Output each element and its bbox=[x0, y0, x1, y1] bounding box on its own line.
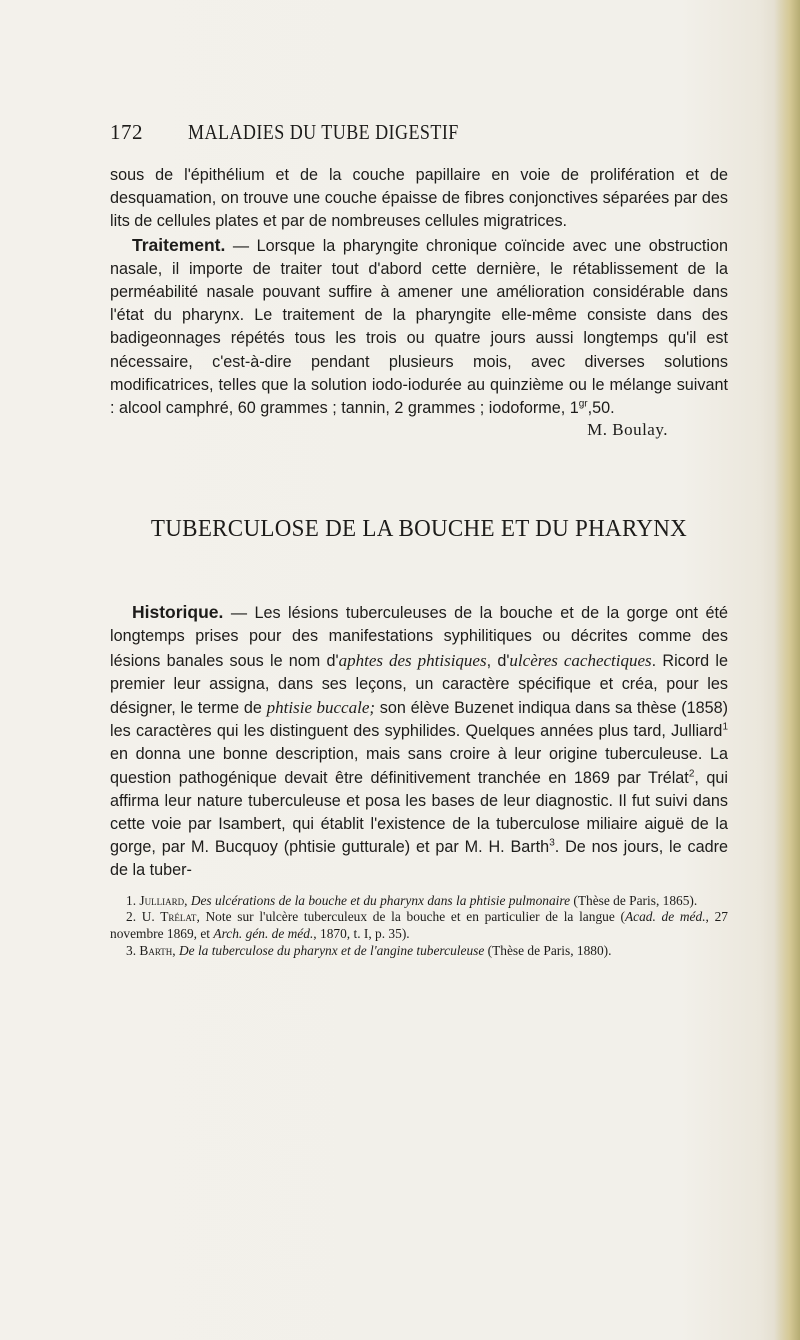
page-number: 172 bbox=[110, 120, 143, 144]
text-run: , bbox=[184, 892, 191, 908]
footnote-number: 2. bbox=[126, 909, 142, 925]
page-header bbox=[110, 120, 728, 154]
footnote-number: 3. bbox=[126, 943, 140, 959]
text-run: , 27 novembre 1869, et bbox=[110, 909, 728, 942]
page-edge-shadow bbox=[774, 0, 800, 1340]
paragraph-histology bbox=[110, 164, 728, 234]
section-heading-historique: Historique. bbox=[132, 602, 224, 623]
section-title: TUBERCULOSE DE LA BOUCHE ET DU PHARYNX bbox=[150, 515, 688, 543]
running-head: MALADIES DU TUBE DIGESTIF bbox=[188, 120, 459, 144]
text-run: (Thèse de Paris, 1865). bbox=[570, 892, 698, 908]
text-run: , d' bbox=[486, 651, 510, 670]
footnote-ref[interactable]: 1 bbox=[722, 721, 728, 733]
text-run: . De nos jours, le cadre de la tuber- bbox=[110, 838, 729, 880]
text-run: , 1870, t. I, p. 35). bbox=[313, 926, 410, 942]
footnote-title: Arch. gén. de méd. bbox=[213, 926, 314, 942]
footnotes bbox=[110, 893, 728, 960]
footnote-ref[interactable]: 2 bbox=[688, 768, 695, 780]
footnote-author: Julliard bbox=[139, 892, 185, 908]
text-run: son élève Buzenet indiqua dans sa thèse (1858) les caractères qui les distinguent des syphilides. Quelques années plus tard, Julliard bbox=[110, 699, 728, 741]
page-content bbox=[110, 120, 728, 960]
unit-superscript: gr bbox=[578, 398, 588, 410]
paragraph-text: — Lorsque la pharyngite chronique coïncide avec une obstruction nasale, il importe de traiter tout d'abord cette dernière, le rétablissement de la perméabilité nasale pouvant suffire à amener une amélioration considérable dans l'état du pharynx. Le traitement de la pharyngite elle-même consiste dans des badigeonnages répétés tous les trois ou quatre jours aussi longtemps qu'il est nécessaire, c'est-à-dire pendant plusieurs mois, avec diverses solutions modificatrices, telles que la solution iodo-iodurée au quinzième ou le mélange suivant : alcool camphré, 60 grammes ; tannin, 2 grammes ; iodoforme, 1 bbox=[110, 236, 728, 418]
italic-term: aphtes des phtisiques bbox=[338, 650, 487, 670]
footnote-author: Barth bbox=[139, 943, 173, 959]
text-run: , qui affirma leur nature tuberculeuse et posa les bases de leur diagnostic. Il fut suivi dans cette voie par Isambert, qui établit l'existence de la tuberculose miliaire aiguë de la gorge, par M. Bucquoy (phtisie gutturale) et par M. H. Barth bbox=[110, 768, 728, 857]
section-heading-traitement: Traitement. bbox=[132, 234, 226, 255]
footnote-number: 1. bbox=[126, 892, 140, 908]
footnote-title: Des ulcérations de la bouche et du pharynx dans la phtisie pulmonaire bbox=[190, 892, 571, 908]
paragraph-text: sous de l'épithélium et de la couche papillaire en voie de prolifération et de desquamation, on trouve une couche épaisse de fibres conjonctives séparées par des lits de cellules plates et par de nombreuses cellules migratrices. bbox=[110, 166, 728, 231]
italic-term: ulcères cachectiques bbox=[509, 650, 652, 670]
footnote-author: U. Trélat bbox=[141, 909, 197, 925]
footnote-3 bbox=[110, 943, 728, 960]
footnote-1 bbox=[110, 893, 728, 910]
italic-term: phtisie buccale; bbox=[266, 698, 376, 718]
author-signature: M. Boulay. bbox=[587, 420, 668, 440]
text-run: — Les lésions tuberculeuses de la bouche et de la gorge ont été longtemps prises pour des manifestations syphilitiques ou décrites comme des lésions banales sous le nom d' bbox=[110, 604, 728, 670]
text-run: (Thèse de Paris, 1880). bbox=[484, 943, 612, 959]
paragraph-text-tail: ,50. bbox=[587, 399, 615, 418]
text-run: . Ricord le premier leur assigna, dans ses leçons, un caractère spécifique et créa, pour les désigner, le terme de bbox=[110, 651, 728, 718]
paragraph-traitement bbox=[110, 234, 728, 421]
footnote-ref[interactable]: 3 bbox=[549, 837, 555, 849]
footnote-title: De la tuberculose du pharynx et de l'angine tuberculeuse bbox=[178, 943, 485, 959]
text-run: , Note sur l'ulcère tuberculeux de la bouche et en particulier de la langue ( bbox=[196, 909, 625, 925]
paragraph-historique bbox=[110, 601, 728, 882]
footnote-2 bbox=[110, 909, 728, 943]
footnote-title: Acad. de méd. bbox=[624, 909, 706, 925]
text-run: en donna une bonne description, mais sans croire à leur origine tuberculeuse. La question pathogénique devait être définitivement tranchée en 1869 par Trélat bbox=[110, 745, 728, 787]
text-run: , bbox=[172, 943, 179, 959]
